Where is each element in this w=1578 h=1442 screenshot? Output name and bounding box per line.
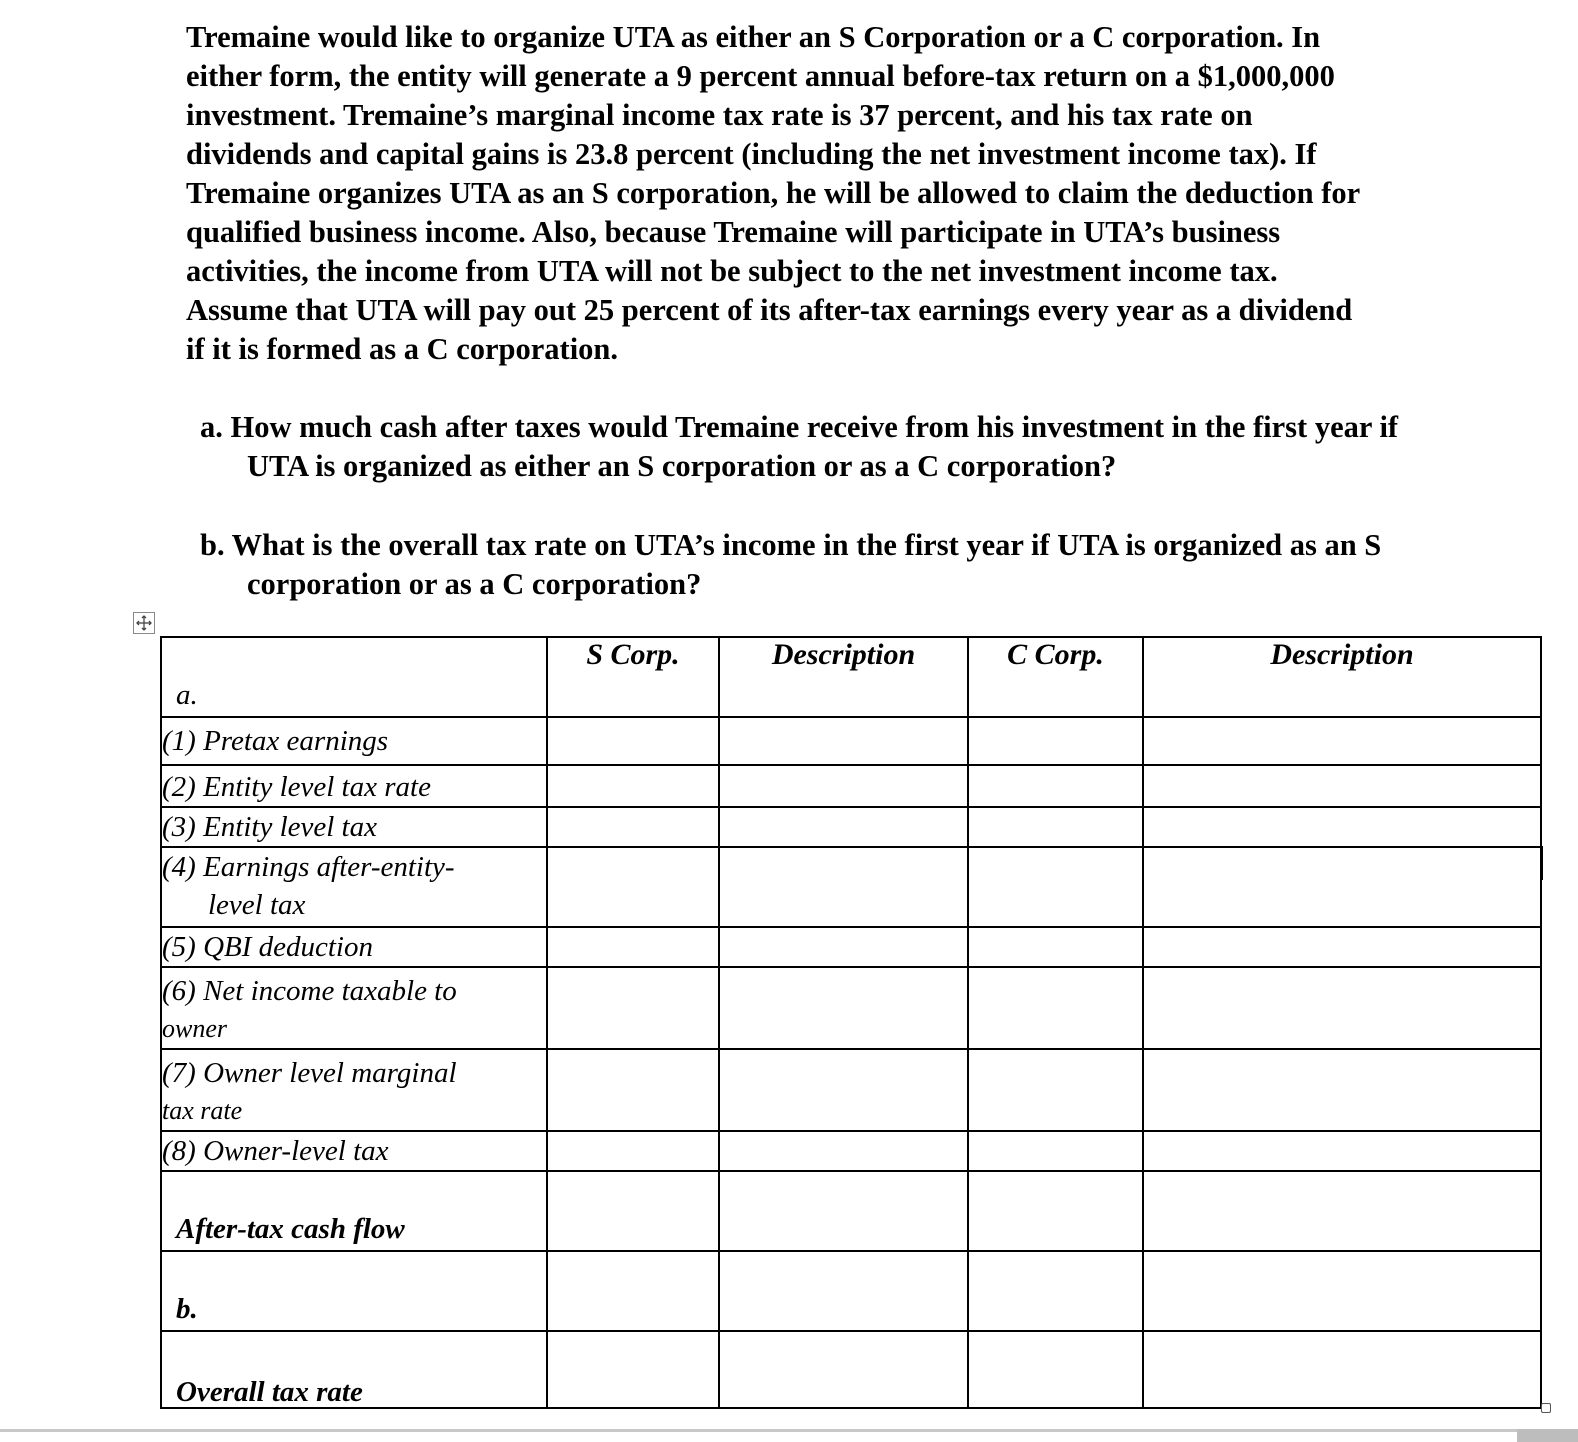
row-label-overall-tax-rate: Overall tax rate — [161, 1331, 547, 1408]
cell-c-corp[interactable] — [968, 1251, 1143, 1331]
intro-line: dividends and capital gains is 23.8 percent (including the net investment income tax). If — [186, 137, 1317, 171]
question-b-line2: corporation or as a C corporation? — [247, 567, 702, 601]
cell-c-corp[interactable] — [968, 927, 1143, 967]
intro-line: activities, the income from UTA will not be subject to the net investment income tax. — [186, 254, 1278, 288]
cell-s-description[interactable] — [719, 1049, 968, 1131]
scrollbar-corner — [1517, 1429, 1578, 1442]
page-bottom-edge — [0, 1429, 1578, 1432]
cell-c-description[interactable] — [1143, 967, 1541, 1049]
intro-line: if it is formed as a C corporation. — [186, 332, 619, 366]
intro-line: qualified business income. Also, because Tremaine will participate in UTA’s business — [186, 215, 1281, 249]
table-row — [161, 967, 1541, 1049]
cell-c-description[interactable] — [1143, 1131, 1541, 1171]
cell-s-corp[interactable] — [547, 927, 719, 967]
intro-line: Tremaine organizes UTA as an S corporation, he will be allowed to claim the deduction for — [186, 176, 1361, 210]
cell-c-description[interactable] — [1143, 765, 1541, 807]
table-row — [161, 807, 1541, 847]
cell-c-corp[interactable] — [968, 967, 1143, 1049]
row-label-qbi-deduction: (5) QBI deduction — [161, 927, 547, 967]
cell-c-description[interactable] — [1143, 847, 1541, 927]
row-label-entity-tax: (3) Entity level tax — [161, 807, 547, 847]
cell-c-description[interactable] — [1143, 1171, 1541, 1251]
table-move-handle-icon[interactable] — [133, 612, 155, 634]
header-s-description: Description — [719, 637, 968, 717]
intro-line: either form, the entity will generate a 9 percent annual before-tax return on a $1,000,000 — [186, 59, 1335, 93]
cell-c-description[interactable] — [1143, 807, 1541, 847]
cell-c-corp[interactable] — [968, 1331, 1143, 1408]
row-label-entity-tax-rate: (2) Entity level tax rate — [161, 765, 547, 807]
intro-line: investment. Tremaine’s marginal income tax rate is 37 percent, and his tax rate on — [186, 98, 1253, 132]
problem-statement — [186, 18, 1426, 369]
cell-c-description[interactable] — [1143, 717, 1541, 765]
cell-s-corp[interactable] — [547, 1251, 719, 1331]
table-row — [161, 847, 1541, 927]
question-a — [200, 408, 1460, 486]
cell-s-corp[interactable] — [547, 717, 719, 765]
cell-c-corp[interactable] — [968, 1049, 1143, 1131]
table-row — [161, 1331, 1541, 1408]
cell-c-corp[interactable] — [968, 807, 1143, 847]
table-header-row — [161, 637, 1541, 717]
cell-s-corp[interactable] — [547, 1331, 719, 1408]
cell-s-corp[interactable] — [547, 1171, 719, 1251]
cell-s-description[interactable] — [719, 765, 968, 807]
cell-s-description[interactable] — [719, 967, 968, 1049]
table-column-resize-handle[interactable] — [1541, 846, 1543, 880]
cell-c-corp[interactable] — [968, 1171, 1143, 1251]
intro-line: Tremaine would like to organize UTA as either an S Corporation or a C corporation. In — [186, 20, 1321, 54]
cell-s-corp[interactable] — [547, 967, 719, 1049]
cell-c-description[interactable] — [1143, 927, 1541, 967]
table-resize-handle[interactable] — [1541, 1403, 1551, 1413]
table-row — [161, 1131, 1541, 1171]
table-row — [161, 765, 1541, 807]
cell-s-description[interactable] — [719, 1331, 968, 1408]
header-c-corp: C Corp. — [968, 637, 1143, 717]
table-row — [161, 1251, 1541, 1331]
table-row — [161, 1049, 1541, 1131]
cell-s-corp[interactable] — [547, 807, 719, 847]
cell-s-corp[interactable] — [547, 1131, 719, 1171]
header-c-description: Description — [1143, 637, 1541, 717]
cell-c-corp[interactable] — [968, 765, 1143, 807]
cell-s-description[interactable] — [719, 927, 968, 967]
question-a-line2: UTA is organized as either an S corporation or as a C corporation? — [247, 449, 1117, 483]
row-label-owner-level-tax: (8) Owner-level tax — [161, 1131, 547, 1171]
table-row — [161, 1171, 1541, 1251]
header-s-corp: S Corp. — [547, 637, 719, 717]
row-label-pretax-earnings: (1) Pretax earnings — [161, 717, 547, 765]
table-row — [161, 927, 1541, 967]
section-b-cell: b. — [161, 1251, 547, 1331]
cell-s-corp[interactable] — [547, 1049, 719, 1131]
cell-c-corp[interactable] — [968, 1131, 1143, 1171]
cell-s-description[interactable] — [719, 1171, 968, 1251]
section-a-label: a. — [176, 679, 198, 711]
cell-s-description[interactable] — [719, 807, 968, 847]
row-label-owner-marginal-rate: (7) Owner level marginal tax rate — [161, 1049, 547, 1131]
section-a-cell[interactable] — [161, 637, 547, 717]
cell-s-description[interactable] — [719, 1131, 968, 1171]
row-label-net-income-taxable: (6) Net income taxable to owner — [161, 967, 547, 1049]
question-b-line1: b. What is the overall tax rate on UTA’s income in the first year if UTA is organized as an S — [200, 528, 1382, 562]
table-row — [161, 717, 1541, 765]
answer-table — [160, 636, 1542, 1409]
row-label-earnings-after-entity-tax: (4) Earnings after-entity- level tax — [161, 847, 547, 927]
row-label-after-tax-cash-flow: After-tax cash flow — [161, 1171, 547, 1251]
cell-c-description[interactable] — [1143, 1049, 1541, 1131]
question-b — [200, 526, 1460, 604]
cell-s-corp[interactable] — [547, 847, 719, 927]
cell-c-description[interactable] — [1143, 1331, 1541, 1408]
cell-c-corp[interactable] — [968, 847, 1143, 927]
cell-s-description[interactable] — [719, 1251, 968, 1331]
intro-line: Assume that UTA will pay out 25 percent of its after-tax earnings every year as a dividend — [186, 293, 1353, 327]
cell-s-corp[interactable] — [547, 765, 719, 807]
question-a-line1: a. How much cash after taxes would Tremaine receive from his investment in the first year if — [200, 410, 1399, 444]
cell-c-description[interactable] — [1143, 1251, 1541, 1331]
cell-c-corp[interactable] — [968, 717, 1143, 765]
cell-s-description[interactable] — [719, 717, 968, 765]
cell-s-description[interactable] — [719, 847, 968, 927]
